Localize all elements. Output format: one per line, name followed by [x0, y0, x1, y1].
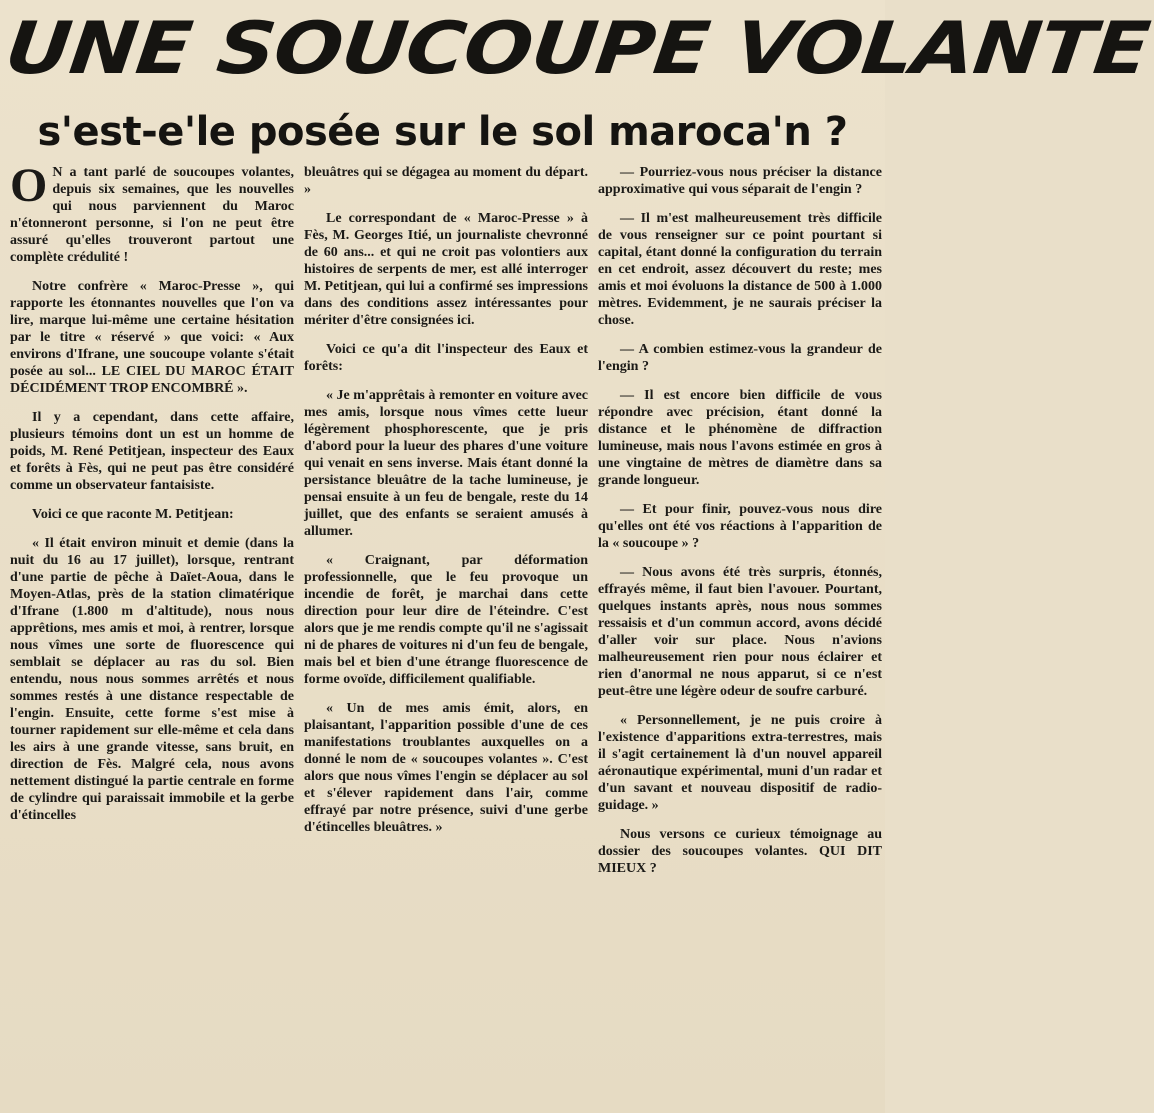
paragraph: O N a tant parlé de soucoupes volantes, depuis six semaines, que les nouvelles qui nous parviennent du Maroc n'étonneront personne, si l'on ne peut être assuré qu'elles trouveront partout une complète crédulité !	[10, 159, 294, 265]
column-3	[598, 164, 882, 1110]
paragraph: — Il m'est malheureusement très difficile de vous renseigner sur ce point pourtant si capital, étant donné la configuration du terrain en cet endroit, assez découvert du reste; mes amis et moi évoluons la distance de 500 à 1.000 mètres. Evidemment, je ne saurais préciser la chose.	[598, 211, 882, 328]
paragraph: Il y a cependant, dans cette affaire, plusieurs témoins dont un est un homme de poids, M. René Petitjean, inspecteur des Eaux et forêts à Fès, qui ne peut pas être considéré comme un observateur fantaisiste.	[10, 410, 294, 493]
article-body	[10, 159, 882, 1110]
paragraph: « Je m'apprêtais à remonter en voiture avec mes amis, lorsque nous vîmes cette lueur légèrement phosphorescente, que je pris d'abord pour la lueur des phares d'une voiture qui venait en sens inverse. Mais étant donné la persistance bleuâtre de la tache lumineuse, je pensai ensuite à un feu de bengale, reste du 14 juillet, que des enfants se seraient amusés à allumer.	[304, 388, 588, 539]
paragraph: Notre confrère « Maroc-Presse », qui rapporte les étonnantes nouvelles que l'on va lire, marque lui-même une certaine hésitation par le titre « réservé » que voici: « Aux environs d'Ifrane, une soucoupe volante s'était posée au sol... LE CIEL DU MAROC ÉTAIT DÉCIDÉMENT TROP ENCOMBRÉ ».	[10, 279, 294, 396]
paragraph: « Il était environ minuit et demie (dans la nuit du 16 au 17 juillet), lorsque, rentrant d'une partie de pêche à Daïet-Aoua, dans le Moyen-Atlas, près de la station climatérique d'Ifrane (1.800 m d'altitude), nous nous apprêtions, mes amis et moi, à rentrer, lorsque nous vîmes une sorte de fluorescence qui semblait se déplacer au ras du sol. Bien entendu, nous nous sommes arrêtés et nous sommes restés à une distance respectable de l'engin. Ensuite, cette forme s'est mise à tourner rapidement sur elle-même et cela dans les airs à une grande vitesse, sans bruit, en direction de Fès. Malgré cela, nous avons nettement distingué la partie centrale en forme de cylindre qui paraissait immobile et la gerbe d'étincelles	[10, 536, 294, 823]
paragraph: Le correspondant de « Maroc-Presse » à Fès, M. Georges Itié, un journaliste chevronné de 60 ans... et qui ne croit pas volontiers aux histoires de serpents de mer, est allé interroger M. Petitjean, qui lui a confirmé ses impressions dans des conditions assez intéressantes pour mériter d'être consignées ici.	[304, 211, 588, 328]
headline: UNE SOUCOUPE VOLANTE	[1, 6, 1154, 90]
paragraph: — Pourriez-vous nous préciser la distance approximative qui vous séparait de l'engin ?	[598, 165, 882, 197]
paragraph: Nous versons ce curieux témoignage au dossier des soucoupes volantes. QUI DIT MIEUX ?	[598, 827, 882, 876]
paragraph: — Nous avons été très surpris, étonnés, effrayés même, il faut bien l'avouer. Pourtant, quelques instants après, nous nous sommes ressaisis et d'un commun accord, avons décidé d'aller voir sur place. Nous n'avions malheureusement rien pour nous éclairer et rien d'anormal ne nous apparut, si ce n'est peut-être une légère odeur de soufre carburé.	[598, 565, 882, 699]
drop-cap: O	[10, 159, 48, 212]
paragraph: — Il est encore bien difficile de vous répondre avec précision, étant donné la distance et le phénomène de diffraction lumineuse, mais nous l'avons estimée en gros à une vingtaine de mètres de diamètre dans sa grande longueur.	[598, 388, 882, 488]
paragraph: bleuâtres qui se dégagea au moment du départ. »	[304, 165, 588, 197]
paragraph: Voici ce qu'a dit l'inspecteur des Eaux et forêts:	[304, 342, 588, 374]
paragraph: « Personnellement, je ne puis croire à l'existence d'apparitions extra-terrestres, mais il s'agit certainement là d'un nouvel appareil aéronautique expérimental, muni d'un radar et d'un savant et nouveau dispositif de radio-guidage. »	[598, 713, 882, 813]
column-1	[10, 159, 294, 1110]
column-2	[304, 164, 588, 1110]
paragraph: « Un de mes amis émit, alors, en plaisantant, l'apparition possible d'une de ces manifestations troublantes auxquelles on a donné le nom de « soucoupes volantes ». C'est alors que nous vîmes l'engin se déplacer au sol et s'élever rapidement dans l'air, comme effrayé par notre présence, suivi d'une gerbe d'étincelles bleuâtres. »	[304, 701, 588, 835]
paragraph: — Et pour finir, pouvez-vous nous dire qu'elles ont été vos réactions à l'apparition de la « soucoupe » ?	[598, 502, 882, 551]
paragraph: — A combien estimez-vous la grandeur de l'engin ?	[598, 342, 882, 374]
subheadline: s'est-e'le posée sur le sol maroca'n ?	[37, 109, 848, 155]
paragraph: Voici ce que raconte M. Petitjean:	[32, 507, 234, 522]
paragraph: « Craignant, par déformation professionnelle, que le feu provoque un incendie de forêt, je marchai dans cette direction pour leur dire de l'éteindre. C'est alors que je me rendis compte qu'il ne s'agissait ni de phares de voitures ni d'un feu de bengale, mais bel et bien d'une étrange fluorescence de forme ovoïde, difficilement qualifiable.	[304, 553, 588, 687]
